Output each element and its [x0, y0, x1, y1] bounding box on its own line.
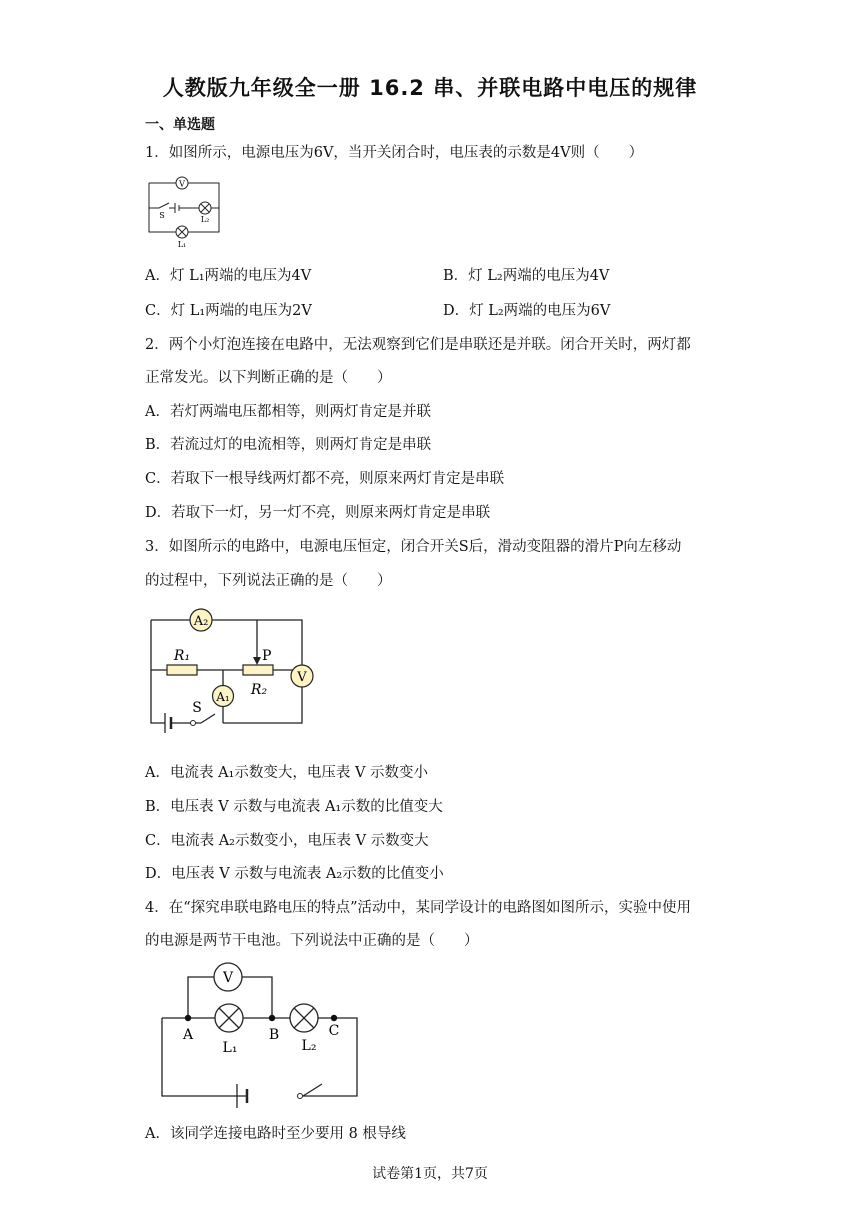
q1-meter-label: V [179, 179, 185, 189]
q1-stem-line1: 1．如图所示，电源电压为6V，当开关闭合时，电压表的示数是4V则（ ） [145, 145, 644, 161]
q3-v-label: V [297, 670, 307, 685]
q3-a1-label: A₁ [216, 690, 230, 704]
q1-lamp1-label: L₁ [177, 240, 187, 249]
q4-stem-line1: 4．在“探究串联电路电压的特点”活动中，某同学设计的电路图如图所示，实验中使用 [145, 900, 692, 916]
q3-circuit-figure [145, 602, 320, 742]
q4-l1-label: L₁ [222, 1040, 238, 1056]
q3-r1-label: R₁ [173, 648, 191, 664]
q4-v-label: V [222, 970, 234, 986]
q4-l2-label: L₂ [301, 1038, 317, 1054]
q3-stem-line2: 的过程中，下列说法正确的是（ ） [145, 573, 392, 589]
q4-b-label: B [268, 1027, 280, 1043]
q4-circuit-figure [155, 960, 365, 1110]
q3-option-d: D．电压表 V 示数与电流表 A₂示数的比值变小 [145, 866, 444, 882]
q2-option-d: D．若取下一灯，另一灯不亮，则原来两灯肯定是串联 [145, 505, 491, 521]
q1-option-b: B．灯 L₂两端的电压为4V [443, 268, 610, 284]
q1-option-d: D．灯 L₂两端的电压为6V [443, 303, 611, 319]
q3-option-c: C．电流表 A₂示数变小，电压表 V 示数变大 [145, 833, 429, 849]
q3-option-b: B．电压表 V 示数与电流表 A₁示数的比值变大 [145, 799, 443, 815]
q4-c-label: C [328, 1023, 340, 1039]
q4-stem-line2: 的电源是两节干电池。下列说法中正确的是（ ） [145, 933, 479, 949]
q4-option-a: A．该同学连接电路时至少要用 8 根导线 [145, 1126, 406, 1142]
q2-option-a: A．若灯两端电压都相等，则两灯肯定是并联 [145, 404, 431, 420]
q2-stem-line1: 2．两个小灯泡连接在电路中，无法观察到它们是串联还是并联。闭合开关时，两灯都 [145, 337, 691, 353]
q3-a2-label: A₂ [193, 614, 209, 629]
q3-stem-line1: 3．如图所示的电路中，电源电压恒定，闭合开关S后，滑动变阻器的滑片P向左移动 [145, 539, 682, 555]
q3-r2-label: R₂ [250, 682, 268, 698]
q3-option-a: A．电流表 A₁示数变大，电压表 V 示数变小 [145, 765, 429, 781]
q3-p-label: P [262, 648, 272, 664]
q1-lamp2-label: L₂ [200, 215, 210, 224]
q1-circuit-figure [145, 172, 225, 250]
section-heading: 一、单选题 [145, 117, 215, 133]
q3-s-label: S [192, 700, 202, 716]
page-title: 人教版九年级全一册 16.2 串、并联电路中电压的规律 [162, 76, 698, 100]
q1-switch-label: S [159, 211, 165, 220]
q1-option-c: C．灯 L₁两端的电压为2V [145, 303, 312, 319]
q4-a-label: A [182, 1027, 194, 1043]
q2-stem-line2: 正常发光。以下判断正确的是（ ） [145, 370, 392, 386]
page-footer: 试卷第1页，共7页 [372, 1166, 488, 1182]
q2-option-c: C．若取下一根导线两灯都不亮，则原来两灯肯定是串联 [145, 471, 505, 487]
q2-option-b: B．若流过灯的电流相等，则两灯肯定是串联 [145, 437, 432, 453]
q1-option-a: A．灯 L₁两端的电压为4V [145, 268, 312, 284]
